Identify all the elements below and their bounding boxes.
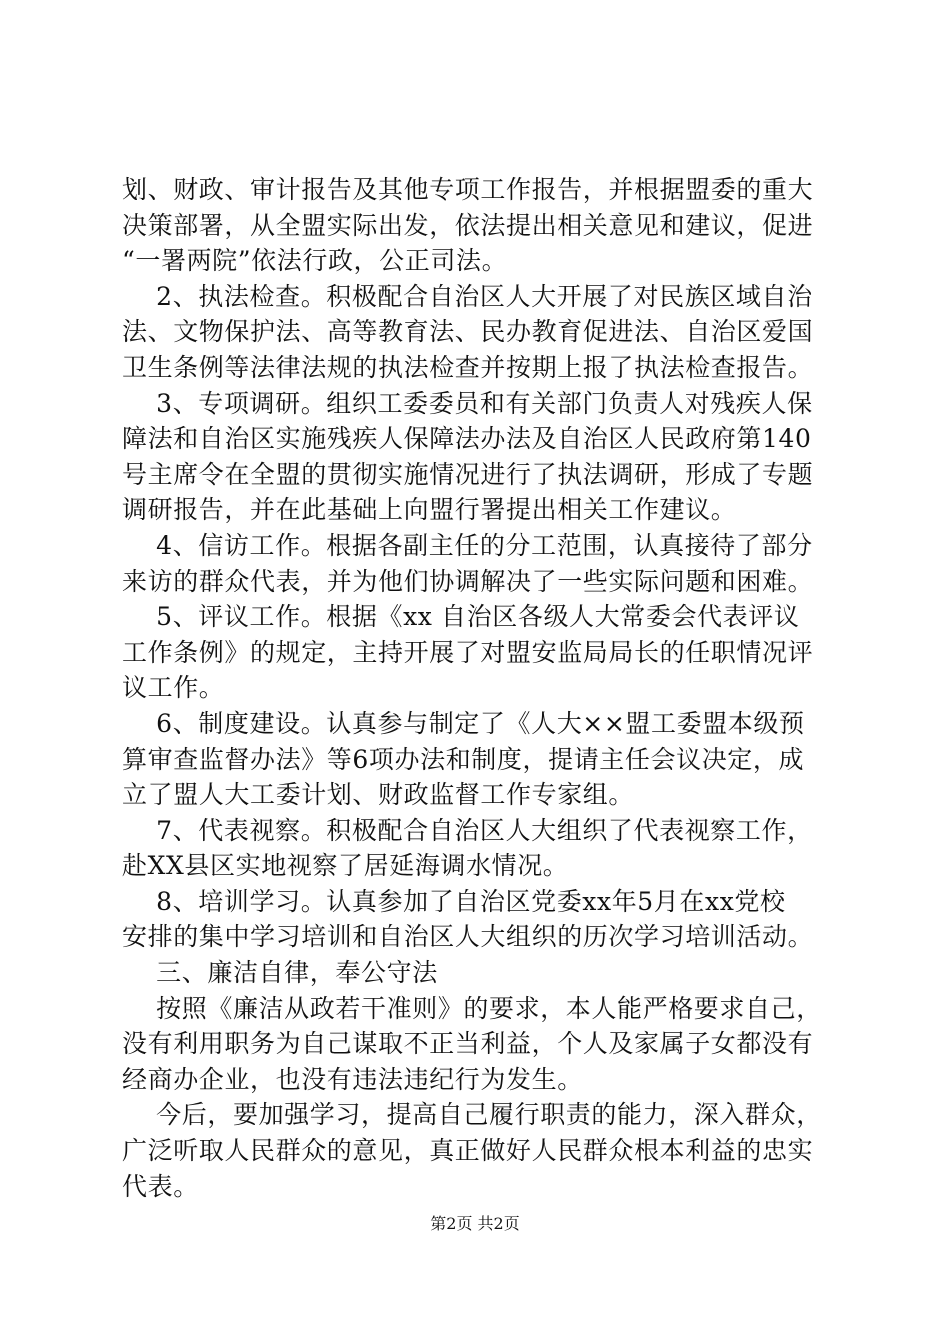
text-line: 划、财政、审计报告及其他专项工作报告，并根据盟委的重大 [122, 175, 814, 204]
text-line: “一署两院”依法行政，公正司法。 [122, 246, 508, 276]
text-line: 3、专项调研。组织工委委员和有关部门负责人对残疾人保 [122, 388, 813, 418]
text-line: 6、制度建设。认真参与制定了《人大××盟工委盟本级预 [122, 708, 805, 738]
text-line: 卫生条例等法律法规的执法检查并按期上报了执法检查报告。 [122, 352, 814, 382]
text-line: 法、文物保护法、高等教育法、民办教育促进法、自治区爱国 [122, 317, 814, 347]
text-line: 来访的群众代表，并为他们协调解决了一些实际问题和困难。 [122, 566, 814, 596]
text-line: 没有利用职务为自己谋取不正当利益，个人及家属子女都没有 [122, 1029, 814, 1059]
page-number-footer: 第2页 共2页 [430, 1214, 520, 1233]
text-line: 安排的集中学习培训和自治区人大组织的历次学习培训活动。 [122, 922, 814, 952]
text-line: 障法和自治区实施残疾人保障法办法及自治区人民政府第140 [122, 424, 812, 454]
text-line: 赴XX县区实地视察了居延海调水情况。 [122, 851, 569, 881]
text-line: 议工作。 [122, 673, 225, 703]
text-line: 代表。 [122, 1171, 199, 1201]
text-line: 7、代表视察。积极配合自治区人大组织了代表视察工作， [122, 815, 813, 845]
text-line: 决策部署，从全盟实际出发，依法提出相关意见和建议，促进 [122, 210, 814, 240]
text-line: 立了盟人大工委计划、财政监督工作专家组。 [122, 780, 635, 810]
text-line: 2、执法检查。积极配合自治区人大开展了对民族区域自治 [122, 281, 813, 311]
text-line: 算审查监督办法》等6项办法和制度，提请主任会议决定，成 [122, 744, 805, 774]
text-line: 8、培训学习。认真参加了自治区党委xx年5月在xx党校 [122, 886, 786, 916]
text-line: 广泛听取人民群众的意见，真正做好人民群众根本利益的忠实 [122, 1136, 814, 1166]
text-line: 工作条例》的规定，主持开展了对盟安监局局长的任职情况评 [122, 637, 814, 667]
section-heading: 三、廉洁自律，奉公守法 [122, 958, 438, 988]
text-line: 按照《廉洁从政若干准则》的要求，本人能严格要求自己， [122, 993, 822, 1023]
document-body [122, 172, 834, 1204]
text-line: 号主席令在全盟的贯彻实施情况进行了执法调研，形成了专题 [122, 459, 814, 489]
text-line: 4、信访工作。根据各副主任的分工范围，认真接待了部分 [122, 530, 813, 560]
text-line: 调研报告，并在此基础上向盟行署提出相关工作建议。 [122, 495, 737, 525]
text-line: 经商办企业，也没有违法违纪行为发生。 [122, 1064, 583, 1094]
text-line: 5、评议工作。根据《xx 自治区各级人大常委会代表评议 [122, 602, 800, 632]
text-line: 今后，要加强学习，提高自己履行职责的能力，深入群众， [122, 1100, 822, 1130]
